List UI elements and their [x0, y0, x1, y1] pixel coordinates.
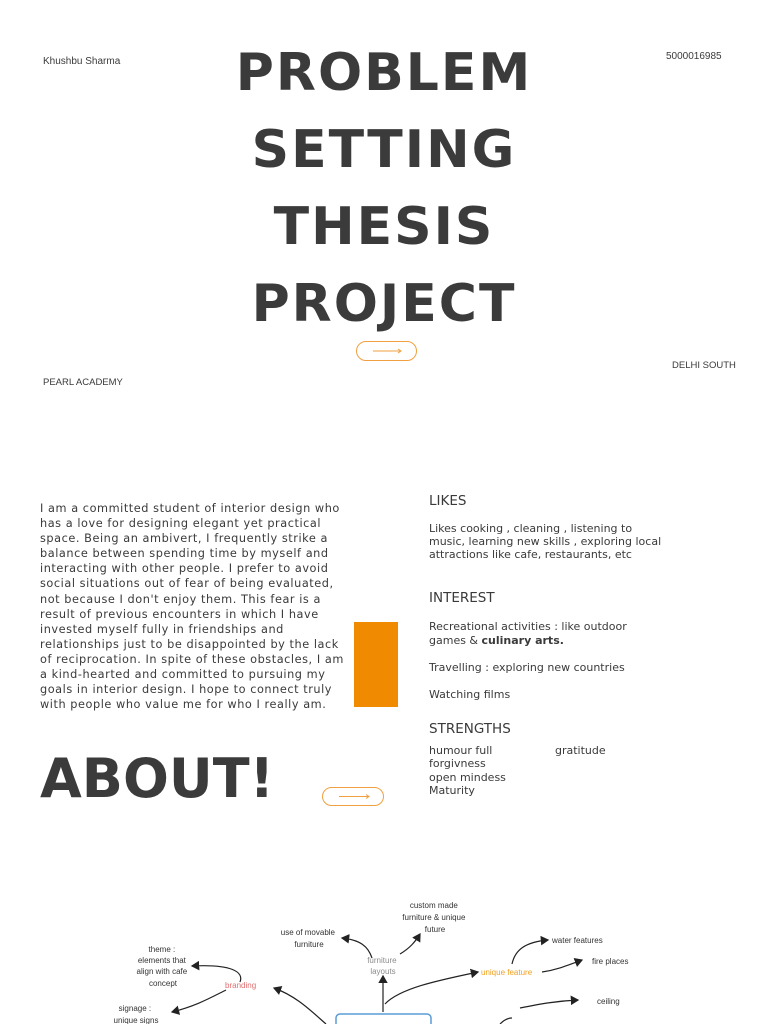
about-line: of reciprocation. In spite of these obstacles, I am [40, 652, 344, 666]
institution: PEARL ACADEMY [43, 377, 123, 388]
mm-movable-label: use of movable furniture [280, 928, 336, 949]
about-line: interacting with other people. I prefer to avoid [40, 562, 329, 576]
arrow-pill-bottom [322, 787, 384, 806]
mind-map [0, 890, 768, 1024]
interest-heading: INTEREST [429, 590, 495, 606]
likes-line: attractions like cafe, restaurants, etc [429, 548, 632, 561]
about-line: result of previous encounters in which I have [40, 607, 319, 621]
interest-films: Watching films [429, 688, 511, 701]
interest-recreational-line-2 [429, 634, 564, 648]
mm-furniture-layouts-label: furniture layouts [367, 956, 397, 976]
connector-arrow [192, 966, 241, 982]
about-line: not because I don't enjoy them. This fear is a [40, 592, 321, 606]
author-name: Khushbu Sharma [43, 56, 121, 67]
connector-arrow [274, 988, 326, 1024]
about-heading: ABOUT! [40, 747, 275, 810]
likes-line: music, learning new skills , exploring local [429, 535, 662, 548]
connector-arrow [342, 938, 372, 958]
connector-arrow [172, 990, 226, 1012]
mm-theme-label: theme : elements that align with cafe concept [136, 945, 188, 988]
connector-arrow [520, 1000, 578, 1008]
location: DELHI SOUTH [672, 360, 736, 371]
mm-branding-label: branding [225, 981, 257, 990]
arrow-pill-top [356, 341, 417, 361]
mm-ceiling-label: ceiling [597, 997, 620, 1006]
mm-custom-label: custom made furniture & unique future [402, 901, 466, 934]
connector-arrow [512, 940, 548, 964]
about-line: invested myself fully in friendships and [40, 622, 284, 636]
title-line-2: SETTING [251, 120, 517, 180]
strength-item: humour full [429, 744, 493, 757]
strengths-heading: STRENGTHS [429, 721, 511, 737]
strength-item: Maturity [429, 784, 475, 797]
arrow-right-icon [323, 788, 383, 805]
about-line: I am a committed student of interior design who [40, 502, 340, 515]
central-node [336, 1014, 431, 1024]
about-line: relationships just to be disappointed by the lack [40, 637, 339, 651]
mm-unique-feature-label: unique feature [481, 968, 533, 977]
orange-accent-block [354, 622, 398, 707]
about-line: has a love for designing elegant yet practical [40, 517, 322, 531]
about-paragraph [40, 501, 344, 712]
interest-travelling: Travelling : exploring new countries [429, 661, 625, 674]
connector-line [500, 1018, 512, 1024]
about-line: goals in interior design. I hope to connect truly [40, 683, 333, 697]
title-line-1: PROBLEM [235, 43, 533, 103]
about-line: balance between spending time by myself and [40, 547, 329, 561]
title-line-3: THESIS [273, 197, 495, 257]
interest-recreational-line: Recreational activities : like outdoor [429, 620, 627, 633]
arrow-right-icon [357, 342, 416, 360]
connector-arrow [400, 934, 420, 954]
interest-culinary-text: culinary arts. [481, 634, 564, 647]
connector-arrow [542, 960, 582, 972]
strength-item: forgivness [429, 757, 486, 770]
mm-water-features-label: water features [552, 936, 603, 945]
likes-line: Likes cooking , cleaning , listening to [429, 522, 633, 535]
mm-fire-places-label: fire places [592, 957, 629, 966]
strength-item-gratitude: gratitude [555, 744, 606, 757]
connector-arrow [385, 972, 478, 1004]
id-number: 5000016985 [666, 51, 722, 62]
about-line: a kind-hearted and committed to pursuing my [40, 668, 326, 682]
likes-heading: LIKES [429, 493, 467, 509]
about-line: space. Being an ambivert, I frequently strike a [40, 532, 328, 546]
mm-signage-label: signage : unique signs [113, 1004, 159, 1024]
strength-item: open mindess [429, 771, 506, 784]
title-line-4: PROJECT [251, 274, 517, 334]
about-line: with people who value me for who I really am. [40, 698, 327, 712]
about-line: social situations out of fear of being evaluated, [40, 577, 334, 591]
interest-games-text: games & [429, 634, 482, 647]
